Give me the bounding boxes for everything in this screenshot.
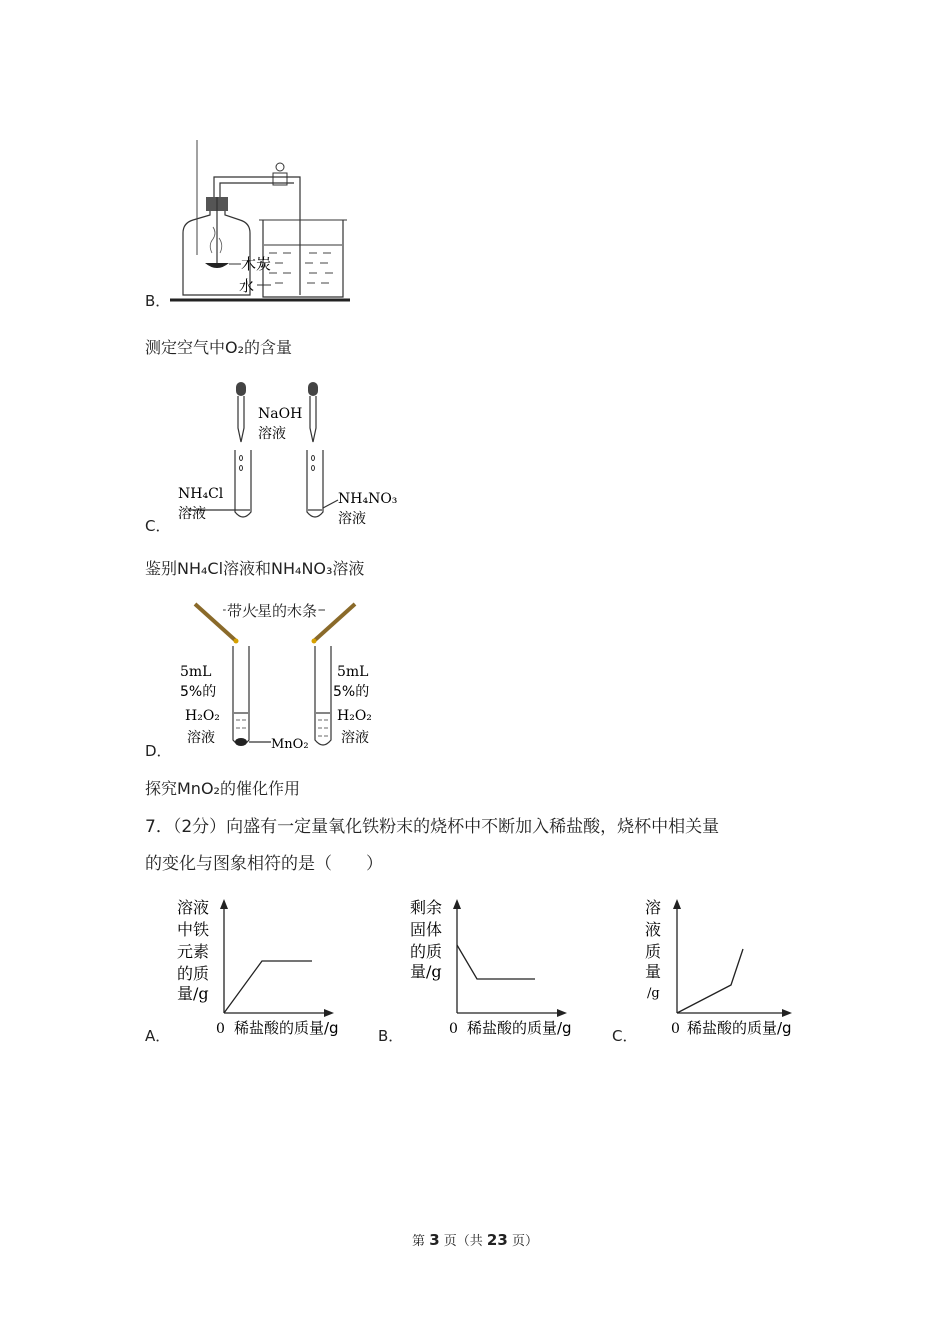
- label-right-percent: 5%的: [333, 684, 370, 700]
- question-7-line2: 的变化与图象相符的是（ ）: [145, 854, 383, 874]
- label-right-volume: 5mL: [337, 664, 369, 680]
- option-d-caption: 探究MnO₂的催化作用: [145, 779, 300, 798]
- graph-c-ylabel-5: /g: [647, 986, 660, 1001]
- graph-c-xlabel: 稀盐酸的质量/g: [687, 1019, 792, 1037]
- label-mno2: MnO₂: [271, 737, 309, 752]
- graph-b-ylabel-2: 固体: [410, 920, 443, 939]
- graph-b-origin: 0: [449, 1021, 458, 1037]
- graph-a: [172, 895, 362, 1045]
- option-b-caption: 测定空气中O₂的含量: [145, 338, 293, 357]
- graph-a-xlabel: 稀盐酸的质量/g: [234, 1019, 339, 1037]
- label-left-volume: 5mL: [180, 664, 212, 680]
- label-naoh: NaOH: [258, 406, 303, 422]
- graph-c-ylabel-2: 液: [645, 920, 662, 939]
- footer-mid: 页（共: [443, 1234, 483, 1249]
- footer-total-pages: 23: [486, 1231, 508, 1249]
- graph-c-letter: C．: [612, 1027, 638, 1045]
- figure-ammonium-test: [170, 380, 410, 530]
- label-naoh-solution: 溶液: [258, 426, 286, 442]
- graph-a-origin: 0: [216, 1021, 225, 1037]
- label-left-percent: 5%的: [180, 684, 217, 700]
- label-nh4no3-solution: 溶液: [338, 511, 366, 527]
- graph-b-ylabel-4: 量/g: [410, 962, 442, 981]
- graph-b: [405, 895, 595, 1045]
- graph-a-ylabel-3: 元素: [177, 942, 210, 961]
- option-b-letter: B．: [145, 292, 171, 310]
- graph-b-ylabel-3: 的质: [410, 942, 443, 961]
- label-charcoal: 木炭: [241, 255, 272, 273]
- graph-a-ylabel-2: 中铁: [177, 920, 210, 939]
- option-c-letter: C．: [145, 517, 171, 535]
- figure-mno2-catalysis: [175, 596, 385, 756]
- graph-c-ylabel-3: 质: [645, 942, 662, 961]
- page-footer: [0, 1230, 950, 1249]
- label-right-solution: 溶液: [341, 730, 369, 746]
- footer-post: 页）: [511, 1234, 538, 1249]
- footer-page-number: 3: [429, 1231, 440, 1249]
- option-c-caption: 鉴别NH₄Cl溶液和NH₄NO₃溶液: [145, 559, 365, 578]
- figure-oxygen-apparatus: [165, 135, 355, 310]
- label-water: 水: [239, 277, 255, 295]
- footer-pre: 第: [412, 1234, 426, 1249]
- label-nh4cl: NH₄Cl: [178, 486, 224, 502]
- label-left-solution: 溶液: [187, 730, 215, 746]
- label-splint: 带火星的木条: [227, 602, 318, 620]
- graph-b-ylabel-1: 剩余: [410, 898, 443, 917]
- graph-c-ylabel-1: 溶: [645, 898, 662, 917]
- label-right-h2o2: H₂O₂: [337, 708, 372, 724]
- label-nh4cl-solution: 溶液: [178, 506, 206, 522]
- label-nh4no3: NH₄NO₃: [338, 491, 398, 507]
- graph-c-origin: 0: [671, 1021, 680, 1037]
- graph-b-xlabel: 稀盐酸的质量/g: [467, 1019, 572, 1037]
- option-d-letter: D．: [145, 742, 172, 760]
- graph-a-ylabel-5: 量/g: [177, 984, 209, 1003]
- graph-c-ylabel-4: 量: [645, 962, 662, 981]
- graph-a-ylabel-4: 的质: [177, 964, 210, 983]
- graph-a-letter: A．: [145, 1027, 171, 1045]
- graph-c: [625, 895, 820, 1045]
- graph-b-letter: B．: [378, 1027, 404, 1045]
- graph-a-ylabel-1: 溶液: [177, 898, 210, 917]
- question-7-line1: 7．（2分）向盛有一定量氧化铁粉末的烧杯中不断加入稀盐酸，烧杯中相关量: [145, 817, 720, 837]
- label-left-h2o2: H₂O₂: [185, 708, 220, 724]
